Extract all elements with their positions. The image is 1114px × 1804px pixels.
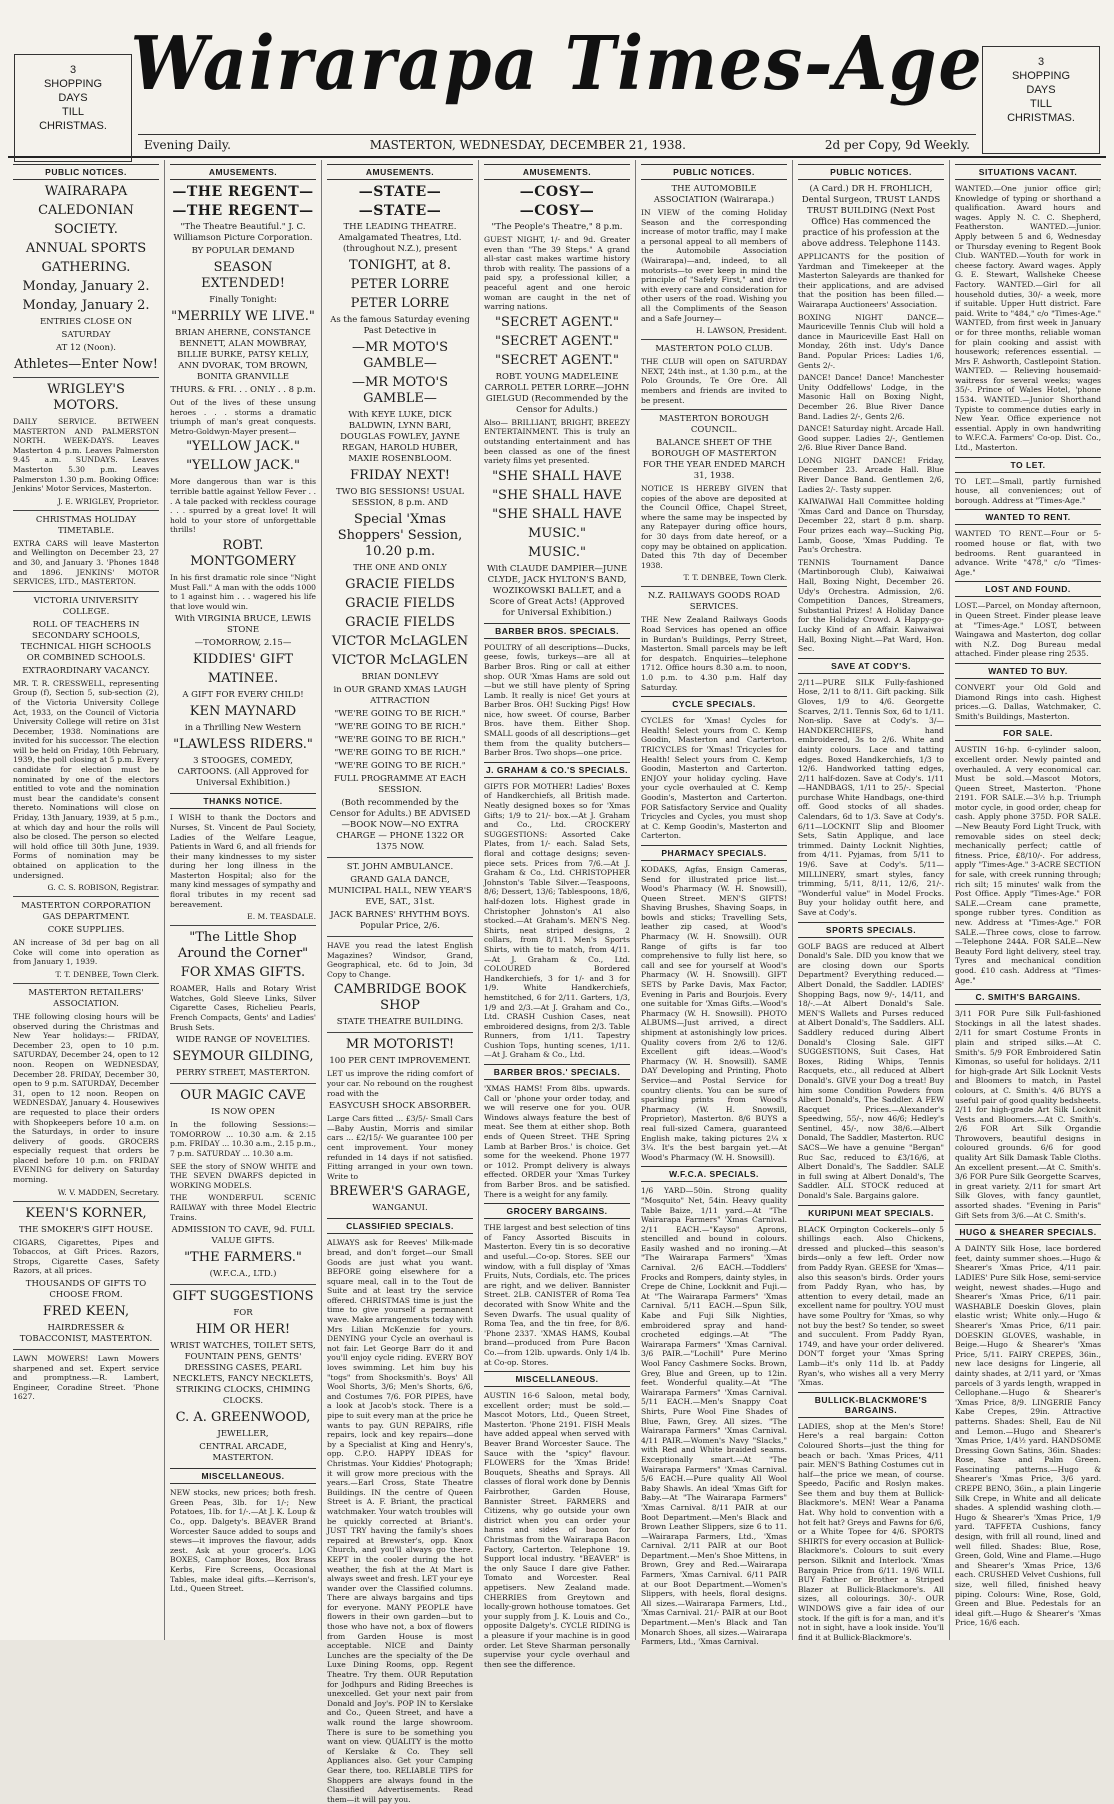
ad-subheading: "The Theatre Beautiful." J. C. Williamson Picture Corporation. (173, 222, 313, 243)
ad-text: NEW stocks, new prices; both fresh. Green Peas, 3lb. for 1/-; New Potatoes, 1lb. for 1/-.—At J. K. Loup & Co., opp. Dalgety's. BEAVER Brand Worcester Sauce added to soups and stews—it improves the flavour, adds zest. Ask at your grocer's. LOG BOXES, Camphor Boxes, Box Brass Kerbs, Fire Screens, Occasional Tables, make ideal gifts.—Kerrison's, Ltd., Queen Street. (170, 1488, 316, 1594)
ad-subheading: in OUR GRAND XMAS LAUGH ATTRACTION (333, 685, 467, 706)
ad-text: POULTRY of all descriptions—Ducks, geese, fowls, turkeys—are all at Barber Bros. Ring or call at either shop. OUR 'Xmas Hams are sold out—but we still have plenty of Spring Lamb. It really is nice! Get yours at Barber Bros. OH! Sucking Pigs! How nice, how sweet. Of course, Barber Bros. have them. Either Shop. SMALL goods of all descriptions—get them from the quality butchers—Barber Bros. Two shops—one price. (484, 642, 630, 758)
ad-text: Also— BRILLIANT, BRIGHT, BREEZY ENTERTAINMENT. This is truly an outstanding entertainment and has been classed as one of the finest variety films yet presented. (484, 417, 630, 466)
cast-list: With KEYE LUKE, DICK BALDWIN, LYNN BARI, DOUGLAS FOWLEY, JAYNE REGAN, HAROLD HUBER, MAXIE ROSENBLOOM. (340, 410, 460, 464)
ad-heading: N.Z. RAILWAYS GOODS ROAD SERVICES. (647, 591, 781, 613)
ad-line: —THE REGENT— (172, 184, 314, 200)
ad-text: TENNIS Tournament Dance (Martinborough Club), Kaiwaiwai Hall, Boxing Night, December 26. Udy's Orchestra. Admission, 2/6. Competition Dances, Streamers, Substantial Prizes! A Holiday Dance for the Holiday Crowd. A Happy-go-Lucky Kind of an Affair. Kaiwaiwai Hall, Boxing Night.—Pat Ward, Hon. Sec. (798, 557, 944, 654)
section-heading: PUBLIC NOTICES. (13, 164, 159, 180)
ad-text: 1/6 YARD—50in. Strong quality "Mosquito" Net, 54in. Heavy quality Table Baize, 1/11 yard.—At "The Wairarapa Farmers" 'Xmas Carnival. 2/11 EACH.—"Kayso" Aprons, stencilled and bound in colours. Easily washed and no ironing.—At "The Wairarapa Farmers" 'Xmas Carnival. 2/6 EACH.—Toddlers' Frocks and Rompers, dainty styles, in Crepe de Chine, Lockknit and Fuji.—At "The Wairarapa Farmers" 'Xmas Carnival. 5/11 EACH.—Spun Silk, Kabe and Fuji Silk Nighties, embroidered spray and hand-crocheted edgings.—At "The Wairarapa Farmers" 'Xmas Carnival. 3/6 PAIR.—"Lochill" Pure Merino Wool Fancy Cashmere Socks. Brown, Grey, Blue and Green, up to 12in. feet. Wonderful quality.—At "The Wairarapa Farmers" 'Xmas Carnival. 5/11 EACH.—Men's Snappy Coat Shirts, Pure Wool Fine Shades of Blue, Fawn, Grey. All sizes. "The Wairarapa Farmers" 'Xmas Carnival. 4/11 PAIR.—Women's Navy "Slacks," with Red and White braided seams. Exceptionally smart.—At "The Wairarapa Farmers" 'Xmas Carnival. 5/6 EACH.—Pure quality All Wool Baby Shawls. An ideal 'Xmas Gift for Baby.—At "The Wairarapa Farmers" 'Xmas Carnival. 8/11 PAIR at our Boot Department.—Men's Black and Brown Leather Slippers, size 6 to 11.—Wairarapa Farmers, Ltd., 'Xmas Carnival. 2/11 PAIR at our Boot Department.—Men's Shoe Mittens, in Brown, Grey and Red.—Wairarapa Farmers, 'Xmas Carnival. 6/11 PAIR at our Boot Department.—Women's Slippers, with heels, floral designs. All sizes.—Wairarapa Farmers, Ltd., 'Xmas Carnival. 21/- PAIR at our Boot Department.—Men's Black and Tan Monarch Shoes, all sizes.—Wairarapa Farmers, Ltd., 'Xmas Carnival. (641, 1186, 787, 1647)
box-line: CHRISTMAS. (1007, 112, 1075, 124)
ad-line: Monday, January 2. (22, 298, 150, 313)
divider (13, 377, 159, 378)
ad-subheading: THURS. & FRI. . . ONLY . . 8 p.m. (170, 385, 316, 395)
ad-text: ALWAYS ask for Reeves' Milk-made bread, and don't forget—our Small Goods are just what you want. BEFORE going elsewhere for a square meal, call in to the Tout de Suite and at least try the service offered. CHRISTMAS time is just the time to give yourself a permanent wave. Make arrangements today with Mrs Lilian McKenzie for yours. DENYING your Cycle an overhaul is not fair. Let George Barr do it and you'll enjoy cycle riding. EVERY BOY loves swimming. Let him buy his "togs" from Shocksmith's. Boys' All Wool Shorts, 3/6; Men's Shorts, 6/6, and Costumes 7/6. FOR PIPES, have a look at Jacob's stock. There is a pipe to suit every man at the price he wants to pay. GUN REPAIRS, rifle repairs, lock and key repairs—done by a Specialist at King and Henry's, opp. C.P.O. HAPPY IDEAS for Christmas. Your Kiddies' Photograph; it will grow more precious with the years.—Earl Cross, State Theatre Buildings. IN the centre of Queen Street is A. F. Briant, the practical watchmaker. Your watch troubles will be quickly corrected at Briant's. JUST TRY having the family's shoes repaired at Brewster's, opp. Knox Church, and you'll always go there. KEPT in the cooler during the hot weather, the fish at the At Mart is always sweet and fresh. LET your eye wander over the Classified columns. There are always bargains and tips for everyone. MANY PEOPLE have flowers in their own garden—but to those who have not, a box of flowers from Garden House is most acceptable. NICE and Dainty Lunches are the specialty of the De Luxe Dining Rooms, opp. Regent Theatre. Try them. OUR Reputation for Jodhpurs and Riding Breeches is unexcelled. Get your next pair from Donald and Joy's. POP IN to Kerslake and Co., Queen Street, and have a walk round the large showroom. There is sure to be something you want on view. QUALITY is the motto of Kerslake & Co. They sell Appliances also. Get your Camping Gear there, too. RELIABLE TIPS for Shoppers are always found in the Classified Advertisements. Read them—it will pay you. (327, 1238, 473, 1804)
ad-line: SEYMOUR GILDING, (172, 1049, 314, 1065)
ad-heading: THE AUTOMOBILE ASSOCIATION (Wairarapa.) (653, 184, 775, 205)
ad-line: ANNUAL SPORTS (25, 241, 147, 256)
ad-line: "SECRET AGENT." (495, 352, 619, 368)
ad-text: DANCE! Saturday night. Arcade Hall. Good supper. Ladies 2/-, Gentlemen 2/6. Blue River Dance Band. (798, 424, 944, 453)
ad-text: BOXING NIGHT DANCE—Mauriceville Tennis Club will hold a dance in Mauriceville East Hall on Monday, 26th inst. Udy's Dance Band. Popular Prices: Ladies 1/6, Gents 2/-. (798, 312, 944, 370)
shopping-days-box-left (14, 54, 132, 162)
divider (641, 339, 787, 340)
ad-text: EXTRA CARS will leave Masterton and Wellington on December 23, 27 and 30, and January 3. 'Phones 1848 and 1896. JENKINS' MOTOR SERVICES, LTD., MASTERTON. (13, 538, 159, 587)
ad-subheading: BALANCE SHEET OF THE BOROUGH OF MASTERTON FOR THE YEAR ENDED MARCH 31, 1938. (642, 438, 786, 482)
divider (327, 857, 473, 858)
ad-text: DAILY SERVICE. BETWEEN MASTERTON AND PALMERSTON NORTH. WEEK-DAYS. Leaves Masterton 4 p.m. Leaves Palmerston 9.45 a.m. SUNDAYS. Leaves Masterton 5.30 p.m. Leaves Palmerston 1.30 p.m. Booking Office: Jenkins' Motor Services, Masterton. (13, 417, 159, 494)
ad-subheading: (W.F.C.A., LTD.) (209, 1269, 277, 1280)
column-3 (322, 160, 479, 1804)
shopping-days-box-right (982, 46, 1100, 154)
ad-text: GIFTS FOR MOTHER! Ladies' Boxes of Handkerchiefs, all British made. Neatly designed boxes so for 'Xmas Gifts; 1/9 to 21/- box.—At J. Graham and Co., Ltd. CROCKERY SUGGESTIONS: Assorted Cake Plates, from 1/- each. Salad Sets, floral and cottage designs; seven-piece sets. Prices from 7/6.—At J. Graham & Co., Ltd. CHRISTOPHER Johnston's Table Silver.—Teaspoons, 8/6; Dessert, 13/6; Tablespoons, 18/6, half-dozen lots. Highest grade in Christopher Johnston's A1 also stocked.—At Graham's. MEN'S Neg. Shirts, neat striped designs, 2 collars, from 8/11. Men's Sports Shirts, with tie to match, from 4/11.—At J. Graham & Co., Ltd. COLOURED Bordered Handkerchiefs, 3 for 1/- and 3 for 1/9. White Handkerchiefs, hemstitched, 6 for 2/11. Garters, 1/3, 1/9 and 2/3.—At J. Graham and Co., Ltd. CRASH Cushion Cases, neat embroidered designs, from 2/3. Table Runners, from 1/11. Tapestry Cushion Tops, hunting scenes, 1/11.—At J. Graham & Co., Ltd. (484, 781, 630, 1060)
ad-text: CIGARS, Cigarettes, Pipes and Tobaccos, at Gift Prices. Razors, Strops, Cigarette Cases, Safety Razors, at all prices. (13, 1237, 159, 1276)
box-line: 3 (1037, 56, 1045, 68)
column-2 (165, 160, 322, 1640)
section-heading: CLASSIFIED SPECIALS. (327, 1218, 473, 1234)
ad-text: A DAINTY Silk Hose, lace bordered feet, dainty summer shoes.—Hugo & Shearer's 'Xmas Price, 4/11 pair. LADIES' Pure Silk Hose, semi-service weight, newest shades.—Hugo and Shearer's 'Xmas Price, 6/11 pair. WASHABLE Doeskin Gloves, plain elastic wrist; White only.—Hugo & Shearer's 'Xmas Price, 6/11 pair. DOESKIN GLOVES, washable, in Beige.—Hugo & Shearer's 'Xmas Price, 5/11. FAIRY CREPES, 36in., new lace designs for Lingerie, all dainty shades, at 2/11 yard, or 'Xmas parcels of 3 yards length, wrapped in Cellophane.—Hugo & Shearer's 'Xmas Price, 8/9. LINGERIE Fancy Kabe Crepes, 29in. Attractive patterns. Shades: Shell, Eau de Nil and Lemon.—Hugo and Shearer's 'Xmas Price, 1/4½ yard. HANDSOME Dressing Gown Satins, 36in. Shades: Rose, Saxe and Palm Green. Fascinating patterns.—Hugo & Shearer's 'Xmas Price, 3/6 yard. CREPE BENO, 36in., a plain Lingerie Silk Crepe, in White and all delicate shades. A splendid washing cloth.—Hugo & Shearer's 'Xmas Price, 1/9 yard. TAFFETA Cushions, fancy design, with frill all round, lined and well filled. Shades: Blue, Rose, Green, Gold, Wine and Flame.—Hugo and Shearer's 'Xmas Price, 13/6 each. CRUSHED Velvet Cushions, full size, well filled, finished heavy piping. Colours: Wine, Rose, Gold, Green and Blue. Pedestals for an ideal gift.—Hugo & Shearer's 'Xmas Price, 16/6 each. (955, 1244, 1101, 1628)
ad-text: ROAMER, Halls and Rotary Wrist Watches, Gold Sleeve Links, Silver Cigarette Cases, Richelieu Pearls, French Compacts, Gents' and Ladies' Brush Sets. (170, 984, 316, 1032)
divider (641, 586, 787, 587)
ad-heading: ST. JOHN AMBULANCE. (346, 862, 454, 872)
ad-line: "YELLOW JACK." (186, 458, 300, 474)
ad-line: "THE FARMERS." (184, 1250, 302, 1266)
ad-text: LADIES, shop at the Men's Store! Here's a real bargain: Cotton Coloured Shorts—just the thing for beach or bach. 'Xmas Prices, 4/11 pair. MEN'S Bathing Costumes cut in half—the price we mean, of course. Speedo, Pacific and Roslyn makes. See them and buy them at Bullick-Blackmore's. MEN! Wear a Panama Hat. Why hold to convention with a hot felt hat? Greys and Fawns for 6/6, or a White Topee for 4/6. SPORTS SHIRTS for every occasion at Bullick-Blackmore's. Colours to suit every person. Silknit and Interlock. 'Xmas Bargain Price from 6/11. 19/6 WILL BUY Father or Brother a Striped Blazer at Bullick-Blackmore's. All sizes, all colourings. 30/-. OUR WINDOWS give a fair idea of our stock. If the gift is for a man, and it's not in sight, have a look inside. You'll find it at Bullick-Blackmore's. (798, 1421, 944, 1642)
divider (13, 1201, 159, 1202)
ad-text: TO LET.—Small, partly furnished house, all conveniences; out of borough. Address at "Times-Age." (955, 476, 1101, 505)
ad-text: THE CLUB will open on SATURDAY NEXT, 24th inst., at 1.30 p.m., at the Polo Grounds, Te Ore Ore. All members and friends are invited to be present. (641, 357, 787, 405)
ad-text: BLACK Orpington Cockerels—only 5 shillings each. Also Chickens, dressed and plucked—this season's birds—only a few left. Order now from Paddy Ryan. GEESE for 'Xmas—also this season's birds. Order yours from Paddy Ryan, who has, by attention to every detail, made an excellent name for poultry. YOU must have some Poultry for 'Xmas, so why not buy the best? So tender, so sweet and succulent. From Paddy Ryan, 1749, and have your order delivered. DON'T forget your 'Xmas Spring Lamb—it's only 11d lb. at Paddy Ryan's, who wishes all a very Merry 'Xmas. (798, 1224, 944, 1388)
ad-text: NOTICE IS HEREBY GIVEN that copies of the above are deposited at the Council Office, Chapel Street, where the same may be inspected by any Ratepayer during office hours, for 30 days from date hereof, or a copy may be obtained on application. Dated this 7th day of December 1938. (641, 484, 787, 570)
ad-line: VICTOR McLAGLEN (331, 653, 469, 668)
ad-subheading: FULL PROGRAMME AT EACH SESSION. (333, 774, 467, 795)
section-heading: HUGO & SHEARER SPECIALS. (955, 1224, 1101, 1240)
ad-line: HIM OR HER! (195, 1322, 291, 1338)
box-line: DAYS (58, 92, 88, 104)
ad-line: "SHE SHALL HAVE (492, 487, 622, 503)
section-heading: KURIPUNI MEAT SPECIALS. (798, 1205, 944, 1221)
price-label: 2d per Copy, 9d Weekly. (824, 138, 970, 152)
ad-subheading: THOUSANDS OF GIFTS TO CHOOSE FROM. (25, 1279, 147, 1301)
ad-subheading: TWO BIG SESSIONS! USUAL SESSION, 8 p.m. AND (335, 487, 465, 508)
ad-line: MATINEE. (207, 671, 279, 687)
dateline: MASTERTON, WEDNESDAY, DECEMBER 21, 1938. (369, 138, 686, 152)
section-heading: LOST AND FOUND. (955, 581, 1101, 597)
box-line: TILL (61, 106, 84, 118)
ad-line: —MR MOTO'S GAMBLE— (351, 340, 448, 371)
ad-subheading: WIDE RANGE OF NOVELTIES. (175, 1035, 311, 1046)
dateline-bar (138, 134, 976, 155)
ad-line: GRACIE FIELDS (345, 615, 455, 630)
ad-subheading: BY POPULAR DEMAND (191, 246, 295, 256)
ad-subheading: A GIFT FOR EVERY CHILD! (182, 690, 304, 701)
ad-subheading: THE SMOKER'S GIFT HOUSE. (19, 1224, 153, 1235)
ad-subheading: STATE THEATRE BUILDING. (336, 1017, 464, 1028)
section-heading: BARBER BROS.' SPECIALS. (484, 1064, 630, 1080)
ad-subheading: HAIRDRESSER & TOBACCONIST, MASTERTON. (19, 1323, 153, 1345)
column-4 (479, 160, 636, 1669)
ad-line: "LAWLESS RIDERS." (173, 737, 313, 753)
divider (170, 1083, 316, 1084)
ad-line: C. A. GREENWOOD, (175, 1410, 311, 1426)
edition-label: Evening Daily. (144, 138, 231, 152)
ad-text: Out of the lives of these unsung heroes . . . storms a dramatic triumph of man's great conquests. Metro-Goldwyn-Mayer present— (170, 398, 316, 436)
ad-line: SEASON EXTENDED! (201, 260, 285, 291)
ad-heading: VICTORIA UNIVERSITY COLLEGE. (33, 595, 139, 617)
ad-text: THE WONDERFUL SCENIC RAILWAY with three Model Electric Trains. (170, 1193, 316, 1222)
ad-subheading: BRIAN DONLEVY (361, 672, 439, 682)
ad-line: Monday, January 2. (22, 279, 150, 294)
ad-subheading: JEWELLER, (217, 1429, 269, 1440)
ad-subheading: CENTRAL ARCADE, MASTERTON. (199, 1442, 287, 1464)
ad-line: Athletes—Enter Now! (14, 357, 158, 372)
ad-line: "YELLOW JACK." (186, 439, 300, 455)
signature: H. LAWSON, President. (695, 326, 787, 336)
ad-text: LET us improve the riding comfort of your car. No rebound on the roughest road with the (327, 1069, 473, 1098)
section-heading: SPORTS SPECIALS. (798, 922, 944, 938)
section-heading: THANKS NOTICE. (170, 793, 316, 809)
ad-text: 'XMAS HAMS! From 8lbs. upwards. Call or 'phone your order today, and we will reserve one for you. OUR Windows always feature the best of meat. See them at either shop. Both ends of Queen Street. THE Spring Lamb at Barber Bros.' is choice. Get some for the weekend. Phone 1977 or 1012. Prompt delivery is always effected. ORDER your 'Xmas Turkey from Barber Bros. and be satisfied. There is a weight for any family. (484, 1084, 630, 1199)
ad-text: In the following Sessions:— TOMORROW ... 10.30 a.m. & 2.15 p.m. FRIDAY ... 10.30 a.m., 2.15 p.m., 7 p.m. SATURDAY ... 10.30 a.m. (170, 1120, 316, 1158)
ad-subheading: IS NOW OPEN (210, 1107, 276, 1118)
ad-text: CYCLES for 'Xmas! Cycles for Health! Select yours from C. Kemp Goodin, Masterton and Carterton. TRICYCLES for 'Xmas! Tricycles for Health! Select yours from C. Kemp Goodin, Masterton and Carterton. ENJOY your holiday cycling. Have your cycle overhauled at C. Kemp Goodin's, Masterton and Carterton. FOR Satisfactory Service and Quality Tricycles and Cycles, you must shop at C. Kemp Goodin's, Masterton and Carterton. (641, 716, 787, 841)
divider (13, 510, 159, 511)
ad-text: In his first dramatic role since "Night Must Fall." A man with the odds 1000 to 1 against him . . . wagered his life that love would win. (170, 572, 316, 611)
divider (13, 896, 159, 897)
ad-line: KIDDIES' GIFT (192, 652, 294, 668)
box-line: DAYS (1026, 84, 1056, 96)
section-heading: MISCELLANEOUS. (170, 1468, 316, 1484)
section-heading: FOR SALE. (955, 725, 1101, 741)
ad-line: PETER LORRE (350, 296, 450, 311)
section-heading: SAVE AT CODY'S. (798, 658, 944, 674)
box-line: SHOPPING (1011, 70, 1071, 82)
divider (13, 591, 159, 592)
ad-line: —THE REGENT— (172, 203, 314, 219)
ad-heading: (A Card.) DR H. FROHLICH, Dental Surgeon, TRUST LANDS TRUST BUILDING (Next Post Office) Has commenced the practice of his profession at the above address. Telephone 1143. (801, 184, 941, 249)
ad-text: LAWN MOWERS! Lawn Mowers sharpened and set. Expert service and promptness.—R. Lambert, Engineer, Coradine Street. 'Phone 1627. (13, 1354, 159, 1402)
ad-subheading: ROLL OF TEACHERS IN SECONDARY SCHOOLS, TECHNICAL HIGH SCHOOLS OR COMBINED SCHOOLS. (20, 619, 152, 663)
ad-heading: FRED KEEN, (42, 1304, 130, 1320)
ad-text: LONG NIGHT DANCE! Friday, December 23. Arcade Hall. Blue River Dance Band. Gentlemen 2/6, Ladies 2/-. Tasty supper. (798, 455, 944, 494)
ad-line: MR MOTORIST! (345, 1037, 455, 1053)
ad-text: SEE the story of SNOW WHITE and THE SEVEN DWARFS depicted in WORKING MODELS. (170, 1161, 316, 1190)
divider (170, 1284, 316, 1285)
ad-subheading: WANGANUI. (372, 1203, 428, 1214)
section-heading: C. SMITH'S BARGAINS. (955, 989, 1101, 1005)
box-line: TILL (1029, 98, 1052, 110)
ad-line: SATURDAY (61, 330, 111, 340)
ad-line: "WE'RE GOING TO BE RICH." (334, 735, 466, 745)
ad-text: GOLF BAGS are reduced at Albert Donald's Sale. DID you know that we are closing down our Sports Department? Everything reduced.—Albert Donald, the Saddler. LADIES' Shopping Bags, now 9/-, 14/11, and 18/-.—At Albert Donald's Sale. MEN'S Wallets and Purses reduced at Albert Donald's, The Saddlers. ALL Saddlery reduced during Albert Donald's Closing Sale. GIFT SUGGESTIONS, Suit Cases, Hat Boxes, Riding Whips, Tennis Racquets, etc., all reduced at Albert Donald's. GIVE your Dog a treat! Buy him some Condition Powders from Albert Donald's, The Saddler. A FEW Racquet Prices.—Alexander's Speedwing, 55/-, now 46/6; Hedley's Sentinel, 45/-, now 38/6.—Albert Donald, The Saddler, Masterton. RUC SACS—We have a genuine "Bergan" Ruc Sac, reduced to £3/16/6, at Albert Donald's, The Saddler. SALE in full swing at Albert Donald's, The Saddler. ALL STOCK reduced at Donald's Sale. Bargains galore. (798, 941, 944, 1201)
section-heading: GROCERY BARGAINS. (484, 1203, 630, 1219)
ad-line: "SECRET AGENT." (495, 333, 619, 349)
divider (170, 925, 316, 926)
columns (8, 160, 1106, 1804)
section-heading: TO LET. (955, 457, 1101, 473)
ad-subheading: EASYCUSH SHOCK ABSORBER. (328, 1101, 472, 1112)
divider (641, 409, 787, 410)
cast-list: With CLAUDE DAMPIER—JUNE CLYDE, JACK HYLTON'S BAND, WOZIKOWSKI BALLET, and a Score of Great Acts! (Approved for Universal Exhibition.) (486, 563, 628, 618)
ad-line: FOR XMAS GIFTS. (180, 965, 306, 981)
section-heading: SITUATIONS VACANT. (955, 164, 1101, 180)
ad-subheading: PERRY STREET, MASTERTON. (176, 1068, 310, 1079)
box-line: 3 (69, 64, 77, 76)
ad-subheading: With VIRGINIA BRUCE, LEWIS STONE (174, 614, 312, 636)
ad-heading: WRIGLEY'S MOTORS. (47, 382, 125, 413)
cast-list: BRIAN AHERNE, CONSTANCE BENNETT, ALAN MOWBRAY, BILLIE BURKE, PATSY KELLY, ANN DVORAK, TOM BROWN, BONITA GRANVILLE (175, 328, 311, 382)
ad-subheading: EXTRAORDINARY VACANCY. (22, 665, 150, 676)
signature: T. T. DENBEE, Town Clerk. (55, 969, 159, 979)
ad-text: GUEST NIGHT, 1/- and 9d. Greater even than "The 39 Steps." A grand all-star cast makes wartime history throb with reality. The passions of a paid spy, a professional killer, a peaceful agent and one heroic woman are caught in the net of warring nations. (484, 235, 630, 312)
section-heading: PHARMACY SPECIALS. (641, 845, 787, 861)
section-heading: AMUSEMENTS. (484, 164, 630, 180)
ad-line: "WE'RE GOING TO BE RICH." (334, 709, 466, 719)
column-6 (793, 160, 950, 1640)
ad-line: "WE'RE GOING TO BE RICH." (334, 748, 466, 758)
ad-line: OUR MAGIC CAVE (180, 1088, 306, 1104)
ad-line: GATHERING. (41, 260, 131, 275)
ad-line: GRACIE FIELDS (345, 577, 455, 592)
signature: W. V. MADDEN, Secretary. (57, 1187, 159, 1197)
ad-line: GRACIE FIELDS (345, 596, 455, 611)
ad-line: CALEDONIAN (38, 203, 134, 218)
ad-text: AUSTIN 16-6 Saloon, metal body, excellent order; must be sold.—Mascot Motors, Ltd., Queen Street, Masterton. 'Phone 2191. FISH Meals have added appeal when served with Beaver Brand Worcester Sauce. The Sauce with the "spicy" flavour. FLOWERS for the 'Xmas Bride! Bouquets, Sheaths and Sprays. All classes of floral work done by Dennis Fairbrother, Garden House, Bannister Street. FARMERS and Citizens, why go outside your own district when you can order your hams and sides of bacon for Christmas from the Wairarapa Bacon Factory, Carterton. Telephone 19. Support local industry. "BEAVER" is the only Sauce I dare give Father. Tomato and Worcester. Real appetisers. New Zealand made. CHERRIES from Greytown and locally-grown hothouse tomatoes. Get your supply from J. K. Louis and Co., opposite Dalgety's. CYCLE RIDING is a pleasure if your machine is in good order. Let Steve Sharman personally supervise your cycle overhaul and then see the difference. (484, 1391, 630, 1669)
column-1 (8, 160, 165, 1640)
column-7 (950, 160, 1106, 1640)
ad-subheading: GRAND GALA DANCE, MUNICIPAL HALL, NEW YEAR'S EVE, SAT., 31st. (328, 875, 472, 907)
ad-line: SOCIETY. (54, 222, 118, 237)
ad-line: "SECRET AGENT." (495, 314, 619, 330)
ad-subheading: ADMISSION TO CAVE, 9d. FULL VALUE GIFTS. (171, 1225, 315, 1247)
ad-subheading: 3 STOOGES, COMEDY, CARTOONS. (All Approved for Universal Exhibition.) (177, 756, 309, 789)
column-5 (636, 160, 793, 1647)
ad-line: CAMBRIDGE BOOK SHOP (333, 982, 467, 1014)
ad-line: BREWER'S GARAGE, (329, 1184, 471, 1200)
section-heading: CYCLE SPECIALS. (641, 696, 787, 712)
ad-line: "MERRILY WE LIVE." (171, 309, 315, 324)
box-line: SHOPPING (43, 78, 103, 90)
ad-text: 2/11—PURE SILK Fully-fashioned Hose, 2/11 to 8/11. Gift packing. Silk Gloves, 1/9 to 4/6. Georgette Scarves, 2/11. Tennis Sox, 6d to 1/11. Non-slip. Save at Cody's. 3/—HANDKERCHIEFS, hand embroidered, 3s to 2/6. White and dainty colours. Lace and tatting edges. Boxed Handkerchiefs, 1/3 to 12/6. Handworked tatting edges, 2/11 half-dozen. Save at Cody's. 1/11—HANDBAGS, 1/11 to 25/-. Special purchase White Handbags, one-third off. Good stocks of all shades. Calendars, 6d to 1/3. Save at Cody's. 6/11—LOCKNIT Slip and Bloomer Sets, Satin Applique, and lace trimmed. Dainty Locknit Nighties, from 4/11. Pyjamas, from 5/11 to 19/6. Save at Cody's. 5/11—MILLINERY, smart styles, fancy trimming, 5/11, 8/11, 12/6, 21/-. "Wonderful value" in Model Frocks. Buy your holiday outfit here, and Save at Cody's. (798, 677, 944, 917)
box-line: CHRISTMAS. (39, 120, 107, 132)
ad-line: ENTRIES CLOSE ON (39, 317, 133, 327)
ad-line: FRIDAY NEXT! (350, 468, 450, 483)
divider (13, 1349, 159, 1350)
section-heading: PUBLIC NOTICES. (798, 164, 944, 180)
ad-subheading: "The People's Theatre," 8 p.m. (491, 222, 623, 232)
signature: E. M. TEASDALE. (247, 912, 316, 922)
ad-subheading: THE ONE AND ONLY (353, 563, 447, 573)
signature: J. E. WRIGLEY, Proprietor. (57, 496, 159, 506)
ad-line: "WE'RE GOING TO BE RICH." (334, 722, 466, 732)
ad-text: I WISH to thank the Doctors and Nurses, St. Vincent de Paul Society, Ladies of the Welfare League, Patients in Ward 6, and all friends for their many kindnesses to my sister during her long illness in the Masterton Hospital; also for the many kind messages of sympathy and floral tributes in my recent sad bereavement. (170, 813, 316, 909)
ad-text: 3/11 FOR Pure Silk Full-fashioned Stockings in all the latest shades. 2/11 for smart Costume Fronts in plain and striped silks.—At C. Smith's. 5/9 FOR Embroidered Satin Kimonas, so useful for holidays. 2/11 for high-grade Art Silk Locknit Vests and Bloomers to match, in Pastel colours, at C. Smith's. 4/6 BUYS a useful pair of good quality bedsheets. 2/11 for high-grade Art Silk Locknit Vests and Bloomers.—At C. Smith's. 2/6 FOR Art Silk Organdie Throwovers, beautiful designs in coloured grounds. 6/6 for good quality Art Silk Damask Table Cloths. An excellent present.—At C. Smith's. 3/6 FOR Pure Silk Georgette Scarves, in great variety. 2/11 for smart Art Silk Gloves, with fancy gauntlet, assorted shades. "Evening in Paris" Gift Sets from 3/6.—At C. Smith's. (955, 1009, 1101, 1220)
section-heading: BULLICK-BLACKMORE'S BARGAINS. (798, 1392, 944, 1418)
ad-text: THE following closing hours will be observed during the Christmas and New Year holidays:— FRIDAY, December 23, open to 10 p.m. SATURDAY, December 24, open to 12 noon. Reopen on WEDNESDAY, December 28. FRIDAY, December 30, open to 9 p.m. SATURDAY, December 31, open to 12 noon. Reopen on WEDNESDAY, January 4. Housewives are requested to place their orders with Shopkeepers before 10 a.m. on the Saturdays, in order to insure delivery of goods. GROCERS especially request that orders be placed before 10 p.m. on FRIDAY EVENING for delivery on Saturday morning. (13, 1011, 159, 1185)
ad-subheading: JACK BARNES' RHYTHM BOYS. Popular Price, 2/6. (330, 910, 470, 931)
ad-line: AT 12 (Noon). (55, 343, 117, 353)
ad-line: —COSY— (519, 184, 595, 200)
ad-text: AUSTIN 16-hp. 6-cylinder saloon, excellent order. Newly painted and overhauled. A very economical car. Must be sold.—Mascot Motors, Queen Street, Masterton. 'Phone 2191. FOR SALE.—3½ h.p. Triumph motor cycle, in good order, cheap for cash. Apply phone 375D. FOR SALE.—New Beauty Ford Light Truck, with removable sides on steel deck; mechanically perfect; cattle of fitness. Price, £8/10/-. For address, apply "Times-Age." 3-ACRE SECTION for sale, with creek running through; rich silt; 15 minutes' walk from the Post Office. Apply "Times-Age." FOR SALE.—Cream cane pramette, sponge rubber tyres. Condition as new. Address at "Times-Age." FOR SALE.—Three cows, close to farrow.—Telephone 244A. FOR SALE—New Beauty Ford light delivery, steel tray. Tyres and mechanical condition good. £10 cash. Address at "Times-Age." (955, 745, 1101, 985)
ad-text: AN increase of 3d per bag on all Coke will come into operation as from January 1, 1939. (13, 938, 159, 967)
section-heading: WANTED TO BUY. (955, 663, 1101, 679)
ad-text: IN VIEW of the coming Holiday Season and the corresponding increase of motor traffic, may I make a personal appeal to all members of the Automobile Association (Wairarapa)—and, indeed, to all motorists—to ever keep in mind the principle of "Safety First," and drive with every care and consideration for other users of the road. Wishing you all the Compliments of the Season and a Safe Journey— (641, 208, 787, 323)
newspaper-title: Wairarapa Times-Age (130, 21, 984, 107)
section-heading: PUBLIC NOTICES. (641, 164, 787, 180)
divider (327, 936, 473, 937)
ad-text: WANTED TO RENT.—Four or 5-roomed house or flat, with two bedrooms. Rent guaranteed in advance. Write "478," c/o "Times-Age." (955, 529, 1101, 577)
ad-text: DANCE! Dance! Dance! Manchester Unity Oddfellows' Lodge, in the Masonic Hall on Boxing Night, December 26. Blue River Dance Band. Ladies 2/-, Gents 2/6. (798, 373, 944, 421)
ad-text: THE New Zealand Railways Goods Road Services has opened an office in Burdan's Buildings, Perry Street, Masterton. Small parcels may be left for despatch. Enquiries—telephone 1712. Office hours 8.30 a.m. to noon, 1.0 p.m. to 4.30 p.m. Half day Saturday. (641, 615, 787, 692)
section-heading: W.F.C.A. SPECIALS. (641, 1166, 787, 1182)
signature: G. C. S. ROBISON, Registrar. (47, 883, 159, 893)
ad-line: MUSIC." (528, 544, 586, 560)
ad-line: "The Little Shop Around the Corner" (177, 930, 309, 962)
ad-subheading: in a Thrilling New Western (184, 723, 302, 734)
ad-text: CONVERT your Old Gold and Diamond Rings into cash. Highest prices.—G. Dallas, Watchmaker, C. Smith's Buildings, Masterton. (955, 682, 1101, 721)
ad-subheading: As the famous Saturday evening Past Detective in (330, 315, 470, 336)
section-heading: AMUSEMENTS. (170, 164, 316, 180)
ad-line: PETER LORRE (350, 277, 450, 292)
ad-text: THE largest and best selection of tins of Fancy Assorted Biscuits in Masterton. Every tin is so decorative and useful.—Co-op. Stores. SEE our window, with a full display of 'Xmas Fruits, Nuts, Cordials, etc. The prices are right, and we deliver. Bannister Street. 2LB. CANISTER of Roma Tea decorated with Snow White and the Seven Dwarfs. The usual quality of Roma Tea, and the tin free, for 8/6. 'Phone 2337. 'XMAS HAMS, Koubal brand—produced from Pure Bacon Co.—from 12lb. upwards. Only 1/4 lb. at Co-op. Stores. (484, 1223, 630, 1367)
ad-line: —COSY— (519, 203, 595, 219)
divider (13, 983, 159, 984)
section-heading: MISCELLANEOUS. (484, 1371, 630, 1387)
ad-line: —STATE— (358, 184, 442, 200)
ad-line: "WE'RE GOING TO BE RICH." (334, 761, 466, 771)
section-heading: J. GRAHAM & CO.'S SPECIALS. (484, 762, 630, 778)
ad-line: WAIRARAPA (44, 184, 128, 199)
ad-subheading: COKE SUPPLIES. (47, 925, 125, 936)
ad-line: VICTOR McLAGLEN (331, 634, 469, 649)
section-heading: WANTED TO RENT. (955, 509, 1101, 525)
masthead (8, 6, 1106, 158)
ad-text: KAIWAIWAI Hall Committee holding 'Xmas Card and Dance on Thursday, December 22, start 8 p.m. sharp. Four prizes each way—Sucking Pig, Lamb, Goose, 'Xmas Pudding. Te Pau's Orchestra. (798, 497, 944, 555)
ad-line: MUSIC." (528, 525, 586, 541)
ad-heading: MASTERTON RETAILERS' ASSOCIATION. (28, 987, 144, 1009)
ad-line: GIFT SUGGESTIONS (172, 1289, 314, 1305)
ad-subheading: 100 PER CENT IMPROVEMENT. (329, 1056, 471, 1067)
ad-heading: MASTERTON CORPORATION GAS DEPARTMENT. (21, 901, 151, 923)
ad-line: KEN MAYNARD (189, 704, 297, 720)
ad-text: HAVE you read the latest English Magazines? Windsor, Grand, Geographical, etc. 6d to Join, 3d Copy to Change. (327, 941, 473, 979)
ad-text: WANTED.—One junior office girl; Knowledge of typing or shorthand a qualification. Award hours and wages. Apply N. C. C. Shepherd, Featherston. WANTED.—Junior. Apply between 5 and 6, Wednesday or Thursday evening to Regent Book Club. WANTED.—Youth for work in cheese factory. Award wages. Apply G. E. Stewart, Wallsheke Cheese Factory. WANTED.—Girl for all household duties, 30/- a week, more if suitable. Upper Hutt district. Fare paid. Write to "484," c/o "Times-Age." WANTED, from first week in January or for three months, reliable woman for plain cooking and assist with housework; references essential. —Mrs F. Ashworth, Castlepoint Station. WANTED. — Relieving housemaid-waitress for several weeks; wages 35/-. Prince of Wales Hotel, 'phone 1534. WANTED.—Junior Shorthand Typiste to commence duties early in New Year. Office experience not essential. Apply in own handwriting to W.F.C.A. Farmers' Co-op. Dist. Co., Ltd., Masterton. (955, 184, 1101, 453)
ad-heading: MASTERTON BOROUGH COUNCIL. (659, 414, 769, 436)
divider (327, 1032, 473, 1033)
ad-line: Special 'Xmas Shoppers' Session, 10.20 p.m. (337, 512, 463, 559)
ad-subheading: THE LEADING THEATRE. Amalgamated Theatres, Ltd. (throughout N.Z.), present (338, 222, 462, 254)
signature: T. T. DENBEE, Town Clerk. (683, 573, 787, 583)
ad-line: —STATE— (358, 203, 442, 219)
cast-list: ROBT. YOUNG MADELEINE CARROLL PETER LORRE—JOHN GIELGUD (Recommended by the Censor for Adults.) (484, 371, 630, 415)
ad-text: APPLICANTS for the position of Yardman and Timekeeper at the Masterton Saleyards are thanked for their applications, and are advised that the position has been filled.—Wairarapa Auctioneers' Association. (798, 252, 944, 309)
section-heading: BARBER BROS. SPECIALS. (484, 623, 630, 639)
ad-text: Large Cars fitted ... £3/5/- Small Cars—Baby Austin, Morris and similar cars ... £2/15/- We guarantee 100 per cent improvement. Your money refunded in 14 days if not satisfied. Fitting arranged in your own town. Write to (327, 1114, 473, 1181)
ad-line: ROBT. MONTGOMERY (190, 537, 296, 569)
ad-text: More dangerous than war is this terrible battle against Yellow Fever . . . A tale packed with reckless courage . . . spurred by a great love! It will hold to your store of unforgettable thrills! (170, 477, 316, 535)
ad-text: MR. T. R. CRESSWELL, representing Group (f), Section 5, sub-section (2), of the Victoria University College Act, 1933, on the Council of Victoria University College will retire on 31st December, 1938. Nominations are invited for his successor. The election will be held on Friday, 10th February, 1939, the poll closing at 5 p.m. Every candidate for election must be nominated by one of the electors entitled to vote and the nomination must bear the candidate's consent thereto. Nominations will close on Friday, 13th January, 1939, at 5 p.m., at which day and hour the rolls will also be closed. The person so elected will hold office till 30th June, 1939. Forms of nomination may be obtained on application to the undersigned. (13, 678, 159, 880)
ad-text: KODAKS, Agfas, Ensign Cameras, Send for illustrated price list.—Wood's Pharmacy (W. H. Snowsill), Queen Street. MEN'S GIFTS! Shaving Brushes, Shaving Soaps, in bowls and sticks; Travelling Sets, leather zip cased, at Wood's Pharmacy (W. H. Snowsill). OUR Range of gifts is far too comprehensive to fully list here, so call and see for yourself at Wood's Pharmacy (W. H. Snowsill). GIFT SETS by Parke Davis, Max Factor, Evening in Paris and Bourjois. Every one suitable for 'Xmas Gifts.—Wood's Pharmacy (W. H. Snowsill). PHOTO ALBUMS—Just arrived, a direct shipment at astonishingly low prices. Quality covers from 2/6 to 12/6. Excellent gift ideas.—Wood's Pharmacy (W. H. Snowsill). SAME DAY Developing and Printing, Photo Service—and Postal Service for country clients. You can be sure of sparkling prints from Wood's Pharmacy (W. H. Snowsill, Proprietor), Masterton. 8/6 BUYS a real full-sized Camera, guaranteed English make, taking pictures 2¼ x 3¼. It's the best bargain yet.—At Wood's Pharmacy (W. H. Snowsill). (641, 864, 787, 1162)
ad-line: "SHE SHALL HAVE (492, 468, 622, 484)
ad-subheading: (Both recommended by the Censor for Adults.) BE ADVISED—BOOK NOW—NO EXTRA CHARGE — PHONE 1322 OR 1375 NOW. (329, 798, 471, 852)
ad-subheading: Finally Tonight: (209, 295, 277, 305)
ad-heading: MASTERTON POLO CLUB. (655, 344, 773, 355)
ad-line: TONIGHT, at 8. (348, 258, 452, 273)
ad-heading: KEEN'S KORNER, (25, 1205, 147, 1221)
ad-line: "SHE SHALL HAVE (492, 506, 622, 522)
ad-heading: CHRISTMAS HOLIDAY TIMETABLE. (35, 514, 137, 536)
section-heading: AMUSEMENTS. (327, 164, 473, 180)
ad-subheading: FOR (233, 1308, 253, 1319)
ad-line: —MR MOTO'S GAMBLE— (351, 375, 448, 406)
ad-text: LOST.—Parcel, on Monday afternoon, in Queen Street. Finder please leave at "Times-Age." LOST, between Waingawa and Masterton, dog collar with N.Z. Dog Bureau medal attached. Finder please ring 2535. (955, 601, 1101, 659)
ad-subheading: WRIST WATCHES, TOILET SETS, FOUNTAIN PENS, GENTS' DRESSING CASES, PEARL NECKLETS, FANCY NECKLETS, STRIKING CLOCKS, CHIMING CLOCKS. (170, 1341, 316, 1407)
ad-subheading: —TOMORROW, 2.15— (194, 638, 292, 649)
